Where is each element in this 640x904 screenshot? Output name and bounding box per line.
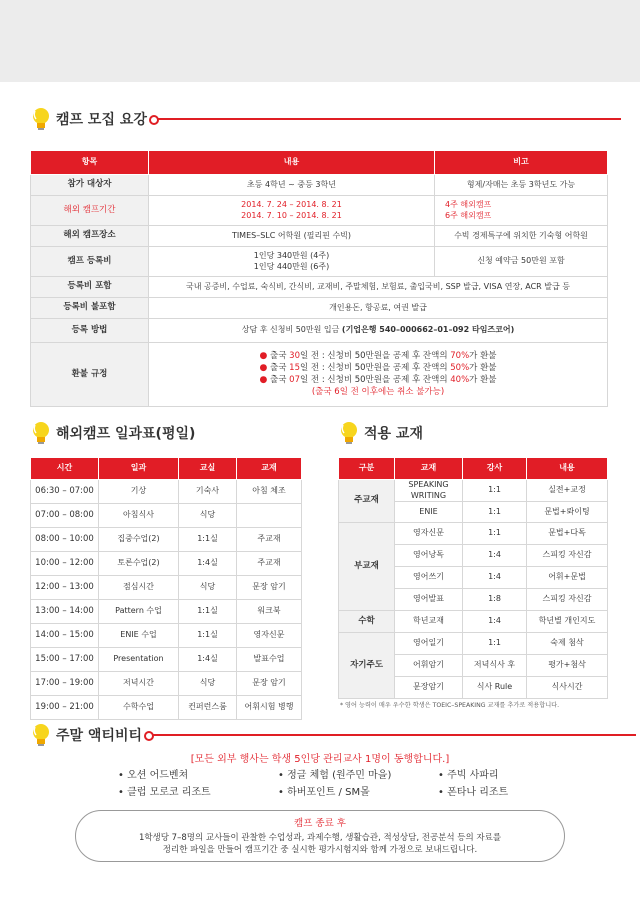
cell: 아침 체조	[237, 480, 302, 504]
after-camp-line: 1학생당 7–8명의 교사들이 관찰한 수업성과, 과제수행, 생활습관, 적성상담, 전공분석 등의 자료를	[138, 833, 502, 843]
cell: 1:1	[463, 633, 527, 655]
refund-line: ● 출국 15일 전 : 신청비 50만원을 공제 후 잔액의 50%가 환불	[259, 363, 497, 374]
cell: 식사시간	[527, 677, 608, 699]
time-cell: 17:00 – 19:00	[31, 672, 99, 696]
bullet-dot-icon: ●	[259, 351, 268, 362]
section-title-label: 캠프 모집 요강	[56, 112, 147, 128]
cell: 영어발표	[395, 589, 463, 611]
cell: 문법+다독	[527, 523, 608, 545]
cell: 문장 암기	[237, 672, 302, 696]
refund-note: (출국 6일 전 이후에는 취소 불가능)	[311, 386, 445, 397]
cell	[149, 247, 435, 277]
cell: 문장 암기	[237, 576, 302, 600]
period-note-1: 4주 해외캠프	[445, 200, 492, 210]
cell: 저녁식사 후	[463, 655, 527, 677]
cell: 스피킹 자신감	[527, 589, 608, 611]
cell	[237, 504, 302, 528]
time-cell: 10:00 – 12:00	[31, 552, 99, 576]
schedule-row	[31, 600, 302, 624]
after-camp-title: 캠프 종료 후	[294, 818, 346, 829]
cell: 초등 4학년 ~ 중등 3학년	[149, 175, 435, 196]
group-label: 주교재	[339, 480, 395, 523]
cell: 발표수업	[237, 648, 302, 672]
refund-line: ● 출국 30일 전 : 신청비 50만원을 공제 후 잔액의 70%가 환불	[259, 351, 497, 362]
section-title-weekend	[30, 722, 636, 748]
cell: 1:4실	[179, 648, 237, 672]
activity-item: • 폰타나 리조트	[438, 787, 509, 798]
cell: 영어낭독	[395, 545, 463, 567]
time-cell: 12:00 – 13:00	[31, 576, 99, 600]
cell: 영자신문	[395, 523, 463, 545]
header-cell: 항목	[31, 151, 149, 175]
cell: 어휘암기	[395, 655, 463, 677]
cell: 기숙사	[179, 480, 237, 504]
cell: 1:4	[463, 611, 527, 633]
row-label: 해외 캠프장소	[31, 226, 149, 247]
cell: 1:8	[463, 589, 527, 611]
section-title-schedule	[30, 420, 195, 446]
row-label: 등록비 불포함	[31, 298, 149, 319]
cell: 수학수업	[99, 696, 179, 720]
schedule-row	[31, 624, 302, 648]
cell: 식당	[179, 504, 237, 528]
after-camp-box	[75, 810, 565, 862]
cell: 1:1실	[179, 600, 237, 624]
weekend-notice: [모든 외부 행사는 학생 5인당 관리교사 1명이 동행합니다.]	[190, 754, 450, 765]
bank-account: (기업은행 540–000662–01–092 타임즈코어)	[341, 325, 515, 335]
materials-table	[338, 457, 608, 699]
after-camp-text	[76, 832, 564, 857]
top-header-band	[0, 0, 640, 82]
header-cell: 교실	[179, 458, 237, 480]
schedule-row	[31, 552, 302, 576]
group-label: 자기주도	[339, 633, 395, 699]
cell: 영어쓰기	[395, 567, 463, 589]
row-label: 참가 대상자	[31, 175, 149, 196]
cell: 실전+교정	[527, 480, 608, 502]
schedule-row	[31, 480, 302, 504]
period-1: 2014. 7. 24 – 2014. 8. 21	[241, 200, 342, 210]
row-label: 등록 방법	[31, 319, 149, 343]
cell: 1:1실	[179, 624, 237, 648]
cell: Pattern 수업	[99, 600, 179, 624]
cell: ENIE	[395, 502, 463, 523]
cell: 워크북	[237, 600, 302, 624]
cell: 식사 Rule	[463, 677, 527, 699]
lightbulb-icon	[30, 420, 52, 446]
header-cell: 교재	[237, 458, 302, 480]
cell	[435, 196, 608, 226]
materials-note: * 영어 능력이 매우 우수한 학생은 TOEIC–SPEAKING 교재를 추가로 적용합니다.	[340, 702, 560, 709]
cell: ENIE 수업	[99, 624, 179, 648]
header-cell: 내용	[527, 458, 608, 480]
cell	[149, 319, 608, 343]
cell: 1:4	[463, 567, 527, 589]
cell: 학년별 개인지도	[527, 611, 608, 633]
fee-2: 1인당 440만원 (6주)	[253, 261, 330, 271]
row-label: 캠프 등록비	[31, 247, 149, 277]
cell	[149, 196, 435, 226]
schedule-row	[31, 648, 302, 672]
group-label: 수학	[339, 611, 395, 633]
section-title-recruit	[30, 106, 621, 132]
cell: 개인용돈, 항공료, 여권 발급	[149, 298, 608, 319]
weekend-activity-list	[118, 766, 538, 798]
cell: 토론수업(2)	[99, 552, 179, 576]
cell: 기상	[99, 480, 179, 504]
schedule-row	[31, 672, 302, 696]
cell: 1:1실	[179, 528, 237, 552]
section-title-materials	[338, 420, 423, 446]
section-title-label: 주말 액티비티	[56, 728, 143, 744]
cell: 스피킹 자신감	[527, 545, 608, 567]
lightbulb-icon	[30, 722, 52, 748]
after-camp-line: 정리한 파일을 만들어 캠프기간 중 실시한 평가시험지와 함께 가정으로 보내드립니다.	[162, 845, 478, 856]
cell: 주교재	[237, 552, 302, 576]
cell: 1:1	[463, 502, 527, 523]
cell: 영자신문	[237, 624, 302, 648]
header-cell: 교재	[395, 458, 463, 480]
schedule-row	[31, 504, 302, 528]
recruit-table	[30, 150, 608, 407]
header-cell: 강사	[463, 458, 527, 480]
cell: 어휘+문법	[527, 567, 608, 589]
refund-cell	[149, 343, 608, 407]
activity-item: • 클럽 모로코 리조트	[118, 787, 211, 798]
cell: 1:1	[463, 523, 527, 545]
cell: 학년교재	[395, 611, 463, 633]
time-cell: 14:00 – 15:00	[31, 624, 99, 648]
section-title-label: 해외캠프 일과표(평일)	[56, 426, 196, 442]
row-label: 환불 규정	[31, 343, 149, 407]
time-cell: 13:00 – 14:00	[31, 600, 99, 624]
section-divider	[151, 118, 621, 120]
fee-1: 1인당 340만원 (4주)	[253, 251, 330, 261]
time-cell: 08:00 – 10:00	[31, 528, 99, 552]
cell: TIMES–SLC 어학원 (필리핀 수빅)	[149, 226, 435, 247]
activity-item: • 정글 체험 (원주민 마을)	[278, 770, 392, 781]
cell: 수빅 경제특구에 위치한 기숙형 어학원	[435, 226, 608, 247]
period-note-2: 6주 해외캠프	[445, 210, 492, 220]
activity-item: • 주빅 사파리	[438, 770, 499, 781]
cell: 식당	[179, 576, 237, 600]
cell: 식당	[179, 672, 237, 696]
cell: 신청 예약금 50만원 포함	[435, 247, 608, 277]
cell: 컨퍼런스룸	[179, 696, 237, 720]
schedule-row	[31, 696, 302, 720]
group-label: 부교재	[339, 523, 395, 611]
cell: 아침식사	[99, 504, 179, 528]
cell: 1:4	[463, 545, 527, 567]
cell: 평가+첨삭	[527, 655, 608, 677]
lightbulb-icon	[338, 420, 360, 446]
header-cell: 비고	[435, 151, 608, 175]
time-cell: 15:00 – 17:00	[31, 648, 99, 672]
row-label: 해외 캠프기간	[31, 196, 149, 226]
cell: 숙제 첨삭	[527, 633, 608, 655]
cell: SPEAKING WRITING	[395, 480, 463, 502]
cell: 저녁시간	[99, 672, 179, 696]
schedule-row	[31, 528, 302, 552]
refund-line: ● 출국 07일 전 : 신청비 50만원을 공제 후 잔액의 40%가 환불	[259, 374, 497, 385]
schedule-table	[30, 457, 302, 720]
activity-item: • 오션 어드벤쳐	[118, 770, 189, 781]
cell: Presentation	[99, 648, 179, 672]
header-cell: 시간	[31, 458, 99, 480]
row-label: 등록비 포함	[31, 277, 149, 298]
cell: 1:4실	[179, 552, 237, 576]
section-divider	[146, 734, 636, 736]
lightbulb-icon	[30, 106, 52, 132]
section-title-label: 적용 교재	[364, 426, 423, 442]
header-cell: 일과	[99, 458, 179, 480]
bullet-dot-icon: ●	[259, 363, 268, 374]
time-cell: 07:00 – 08:00	[31, 504, 99, 528]
cell: 영어일기	[395, 633, 463, 655]
cell: 1:1	[463, 480, 527, 502]
cell: 문법+롸이팅	[527, 502, 608, 523]
schedule-row	[31, 576, 302, 600]
cell: 문장암기	[395, 677, 463, 699]
cell: 어휘시험 병행	[237, 696, 302, 720]
time-cell: 19:00 – 21:00	[31, 696, 99, 720]
cell: 주교재	[237, 528, 302, 552]
cell: 집중수업(2)	[99, 528, 179, 552]
activity-item: • 하버포인트 / SM몰	[278, 787, 370, 798]
header-cell: 구분	[339, 458, 395, 480]
header-cell: 내용	[149, 151, 435, 175]
time-cell: 06:30 – 07:00	[31, 480, 99, 504]
cell: 국내 공증비, 수업료, 숙식비, 간식비, 교재비, 주말체험, 보험료, 출입국비, SSP 발급, VISA 연장, ACR 발급 등	[149, 277, 608, 298]
cell: 형제/자매는 초등 3학년도 가능	[435, 175, 608, 196]
period-2: 2014. 7. 10 – 2014. 8. 21	[241, 210, 342, 220]
method-prefix: 상담 후 신청비 50만원 입금	[241, 325, 342, 335]
schedule-rows	[31, 480, 302, 720]
cell: 점심시간	[99, 576, 179, 600]
bullet-dot-icon: ●	[259, 374, 268, 385]
